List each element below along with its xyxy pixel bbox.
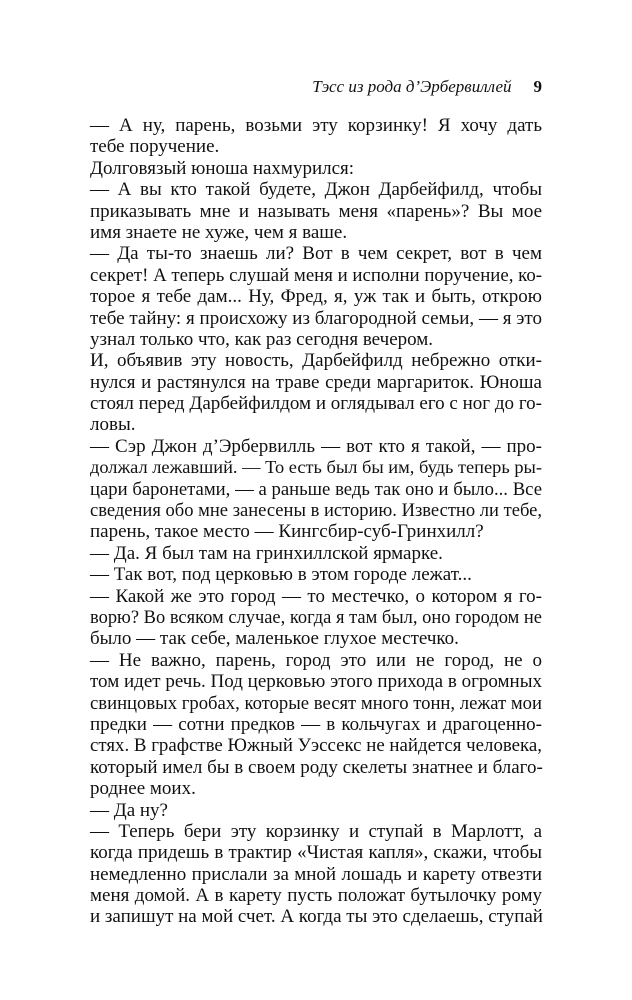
text-line: который имел бы в своем роду скелеты знатнее и благо- <box>90 756 543 778</box>
text-line: — А вы кто такой будете, Джон Дарбейфилд, чтобы <box>90 179 542 201</box>
text-line: тебе тайну: я происхожу из благородной семьи, — я это <box>90 307 542 329</box>
text-line: ловы. <box>90 414 136 436</box>
text-line: — Да ну? <box>90 799 168 821</box>
text-line: секрет! А теперь слушай меня и исполни поручение, ко- <box>90 264 543 286</box>
text-line: цари баронетами, — а раньше ведь так оно и было... Все <box>90 478 542 500</box>
text-line: парень, такое место — Кингсбир-суб-Гринхилл? <box>90 521 484 543</box>
text-line: — Да. Я был там на гринхиллской ярмарке. <box>90 542 443 564</box>
text-line: — А ну, парень, возьми эту корзинку! Я хочу дать <box>90 115 542 136</box>
text-line: том идет речь. Под церковью этого прихода в огромных <box>90 671 542 693</box>
text-line: роднее моих. <box>90 778 196 800</box>
text-line: — Да ты-то знаешь ли? Вот в чем секрет, вот в чем <box>90 243 542 265</box>
text-line: тебе поручение. <box>90 136 220 158</box>
text-line: предки — сотни предков — в кольчугах и драгоценно- <box>90 713 542 735</box>
text-line: меня домой. А в карету пусть положат бутылочку рому <box>90 885 542 907</box>
text-line: — Не важно, парень, город это или не город, не о <box>90 649 542 671</box>
text-line: нулся и растянулся на траве среди маргариток. Юноша <box>90 371 542 393</box>
text-line: стях. В графстве Южный Уэссекс не найдется человека, <box>90 735 542 757</box>
text-line: — Какой же это город — то местечко, о котором я го- <box>90 585 542 607</box>
text-line: И, объявив эту новость, Дарбейфилд небрежно отки- <box>90 350 542 372</box>
text-line: — Так вот, под церковью в этом городе лежат... <box>90 564 472 586</box>
text-line: стоял перед Дарбейфилдом и оглядывал его с ног до го- <box>90 393 542 415</box>
running-title: Тэсс из рода д’Эрбервиллей <box>312 77 512 96</box>
text-line: — Сэр Джон д’Эрбервилль — вот кто я такой, — про- <box>90 435 542 457</box>
text-line: свинцовых гробах, которые весят много тонн, лежат мои <box>90 692 542 714</box>
body-text <box>90 115 542 928</box>
text-line: имя знаете не хуже, чем я ваше. <box>90 221 348 243</box>
text-line: немедленно прислали за мной лошадь и карету отвезти <box>90 863 542 885</box>
text-line: когда придешь в трактир «Чистая капля», скажи, чтобы <box>90 842 542 864</box>
text-line: и запишут на мой счет. А когда ты это сделаешь, ступай <box>90 906 543 928</box>
running-head <box>90 75 542 99</box>
text-line: должал лежавший. — То есть был бы им, будь теперь ры- <box>90 457 542 478</box>
text-line: узнал только что, как раз сегодня вечером. <box>90 328 434 350</box>
text-line: приказывать мне и называть меня «парень»? Вы мое <box>90 200 542 222</box>
text-line: торое я тебе дам... Ну, Фред, я, уж так и быть, открою <box>90 286 542 308</box>
text-line: сведения обо мне занесены в историю. Известно ли тебе, <box>90 500 542 522</box>
text-line: Долговязый юноша нахмурился: <box>90 157 355 179</box>
page-number: 9 <box>533 77 542 96</box>
text-line: было — так себе, маленькое глухое местечко. <box>90 628 459 650</box>
text-line: — Теперь бери эту корзинку и ступай в Марлотт, а <box>90 820 542 842</box>
text-line: ворю? Во всяком случае, когда я там был, оно городом не <box>90 606 542 627</box>
